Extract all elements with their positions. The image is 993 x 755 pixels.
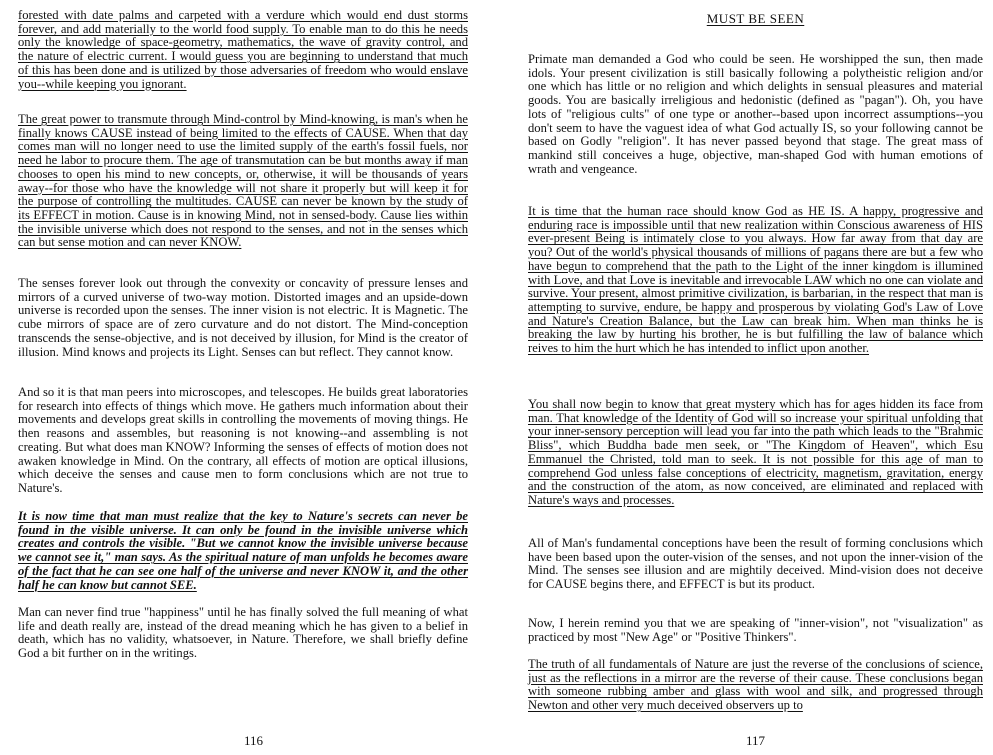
left-paragraph-5: It is now time that man must realize that the key to Nature's secrets can never be found in the visible universe. It can only be found in the invisible universe which creates and controls the visible. "But we cannot know the invisible universe because we cannot see it," man says. As the spiritual nature of man unfolds he becomes aware of the fact that he can see one half of the universe and never KNOW it, and the other half he can know but cannot SEE. (18, 509, 468, 592)
left-paragraph-6: Man can never find true "happiness" until he has finally solved the full meaning of what life and death really are, instead of the dread meaning which he has given to a belief in death, which has no validity, whatsoever, in Nature. Therefore, we shall briefly define God a bit further on in the writings. (18, 605, 468, 661)
right-paragraph-4: All of Man's fundamental conceptions have been the result of forming conclusions which have been based upon the outer-vision of the senses, and not upon the inner-vision of the Mind. The senses see illusion and are mightily deceived. Mind-vision does not deceive for CAUSE begins there, and EFFECT is but its product. (528, 536, 983, 592)
left-paragraph-1: forested with date palms and carpeted with a verdure which would end dust storms forever, and add materially to the world food supply. To enable man to do this he needs only the knowledge of space-geometry, mathematics, the wave of gravity control, and the nature of electric current. I would guess you are beginning to understand that much of this has been done and is utilized by those adversaries of freedom who would enslave you--while keeping you ignorant. (18, 8, 468, 91)
right-paragraph-5: Now, I herein remind you that we are speaking of "inner-vision", not "visualization" as practiced by most "New Age" or "Positive Thinkers". (528, 616, 983, 644)
right-paragraph-2: It is time that the human race should know God as HE IS. A happy, progressive and enduring race is impossible until that new realization within Conscious awareness of HIS ever-present Being is intimately close to you always. How far away from that day are you? Out of the world's physical thousands of millions of pagans there are but a few who have begun to comprehend that the path to the Light of the inner kingdom is illumined with Love, and that Love is inevitable and irrevocable LAW which no one can violate and survive. Your present, almost primitive civilization, is barbarian, in the respect that man is attempting to survive, endure, be happy and prosperous by violating God's Law of Love and Nature's Creation Balance, but the Law can break him. When man thinks he is breaking the law by hurting his brother, he is but fulfilling the law of balance which reives to him the hurt which he has intended to inflict upon another. (528, 204, 983, 356)
right-paragraph-1: Primate man demanded a God who could be seen. He worshipped the sun, then made idols. Your present civilization is still basically following a polytheistic religion and/or one which has little or no religion and which delights in sensual pleasures and material goods. You are basically irreligious and hedonistic (defined as "pagan"). Oh, you have lots of "religious cults" of one type or another--based upon incorrect assumptions--you don't seem to have the vaguest idea of what God actually IS, so your following cannot be based on Godly "religion". It has never passed beyond that stage. The great mass of mankind still conceives a huge, objective, man-shaped God with human emotions of wrath and vengeance. (528, 52, 983, 176)
left-paragraph-4: And so it is that man peers into microscopes, and telescopes. He builds great laboratories for research into effects of things which move. He gathers much information about their movements and develops great skills in controlling the movements of moving things. He then reasons and assembles, but reasoning is not knowing--and assembling is not creating. But what does man KNOW? Informing the senses of effects of motion does not awaken knowledge in Mind. On the contrary, all effects of motion are optical illusions, which deceive the senses and cause men to form conclusions which are not true to Nature's. (18, 385, 468, 495)
left-paragraph-2: The great power to transmute through Mind-control by Mind-knowing, is man's when he finally knows CAUSE instead of being limited to the effects of CAUSE. When that day comes man will no longer need to use the limited supply of the earth's fossil fuels, nor need he labor to procure them. The age of transmutation can be but months away if man chooses to open his mind to new concepts, or, otherwise, it will be thousands of years away--for those who have the knowledge will not share it properly but will keep it for the purpose of controlling the multitudes. CAUSE can never be known by the study of its EFFECT in motion. Cause is in knowing Mind, not in sensed-body. Cause lies within the invisible universe which does not respond to the senses, and not in the senses which can but sense motion and can never KNOW. (18, 112, 468, 250)
left-paragraph-3: The senses forever look out through the convexity or concavity of pressure lenses and mirrors of a curved universe of two-way motion. Distorted images and an upside-down universe is recorded upon the senses. The inner vision is not electric. It is Magnetic. The cube mirrors of space are of zero curvature and do not distort. The Mind-conception transcends the sense-objective, and is not deceived by illusion, for Mind is the creator of illusion. Mind knows and projects its Light. Senses can but reflect. They cannot know. (18, 276, 468, 359)
running-header: MUST BE SEEN (706, 11, 805, 26)
right-paragraph-6: The truth of all fundamentals of Nature are just the reverse of the conclusions of science, just as the reflections in a mirror are the reverse of their cause. These conclusions began with someone rubbing amber and glass with wool and silk, and progressed through Newton and other very much deceived observers up to (528, 657, 983, 713)
left-page-number: 116 (244, 733, 264, 748)
right-page-number: 117 (746, 733, 766, 748)
right-paragraph-3: You shall now begin to know that great mystery which has for ages hidden its face from man. That knowledge of the Identity of God will so increase your spiritual unfolding that your inner-sensory perception will lead you far into the path which leads to the "Brahmic Bliss", which Buddha bade men seek, or "The Kingdom of Heaven", which Esu Emmanuel the Christed, told man to seek. It is not possible for this age of man to comprehend God unless false conceptions of electricity, magnetism, gravitation, energy and the construction of the atom, as now conceived, are eliminated and replaced with Nature's ways and processes. (528, 397, 983, 507)
